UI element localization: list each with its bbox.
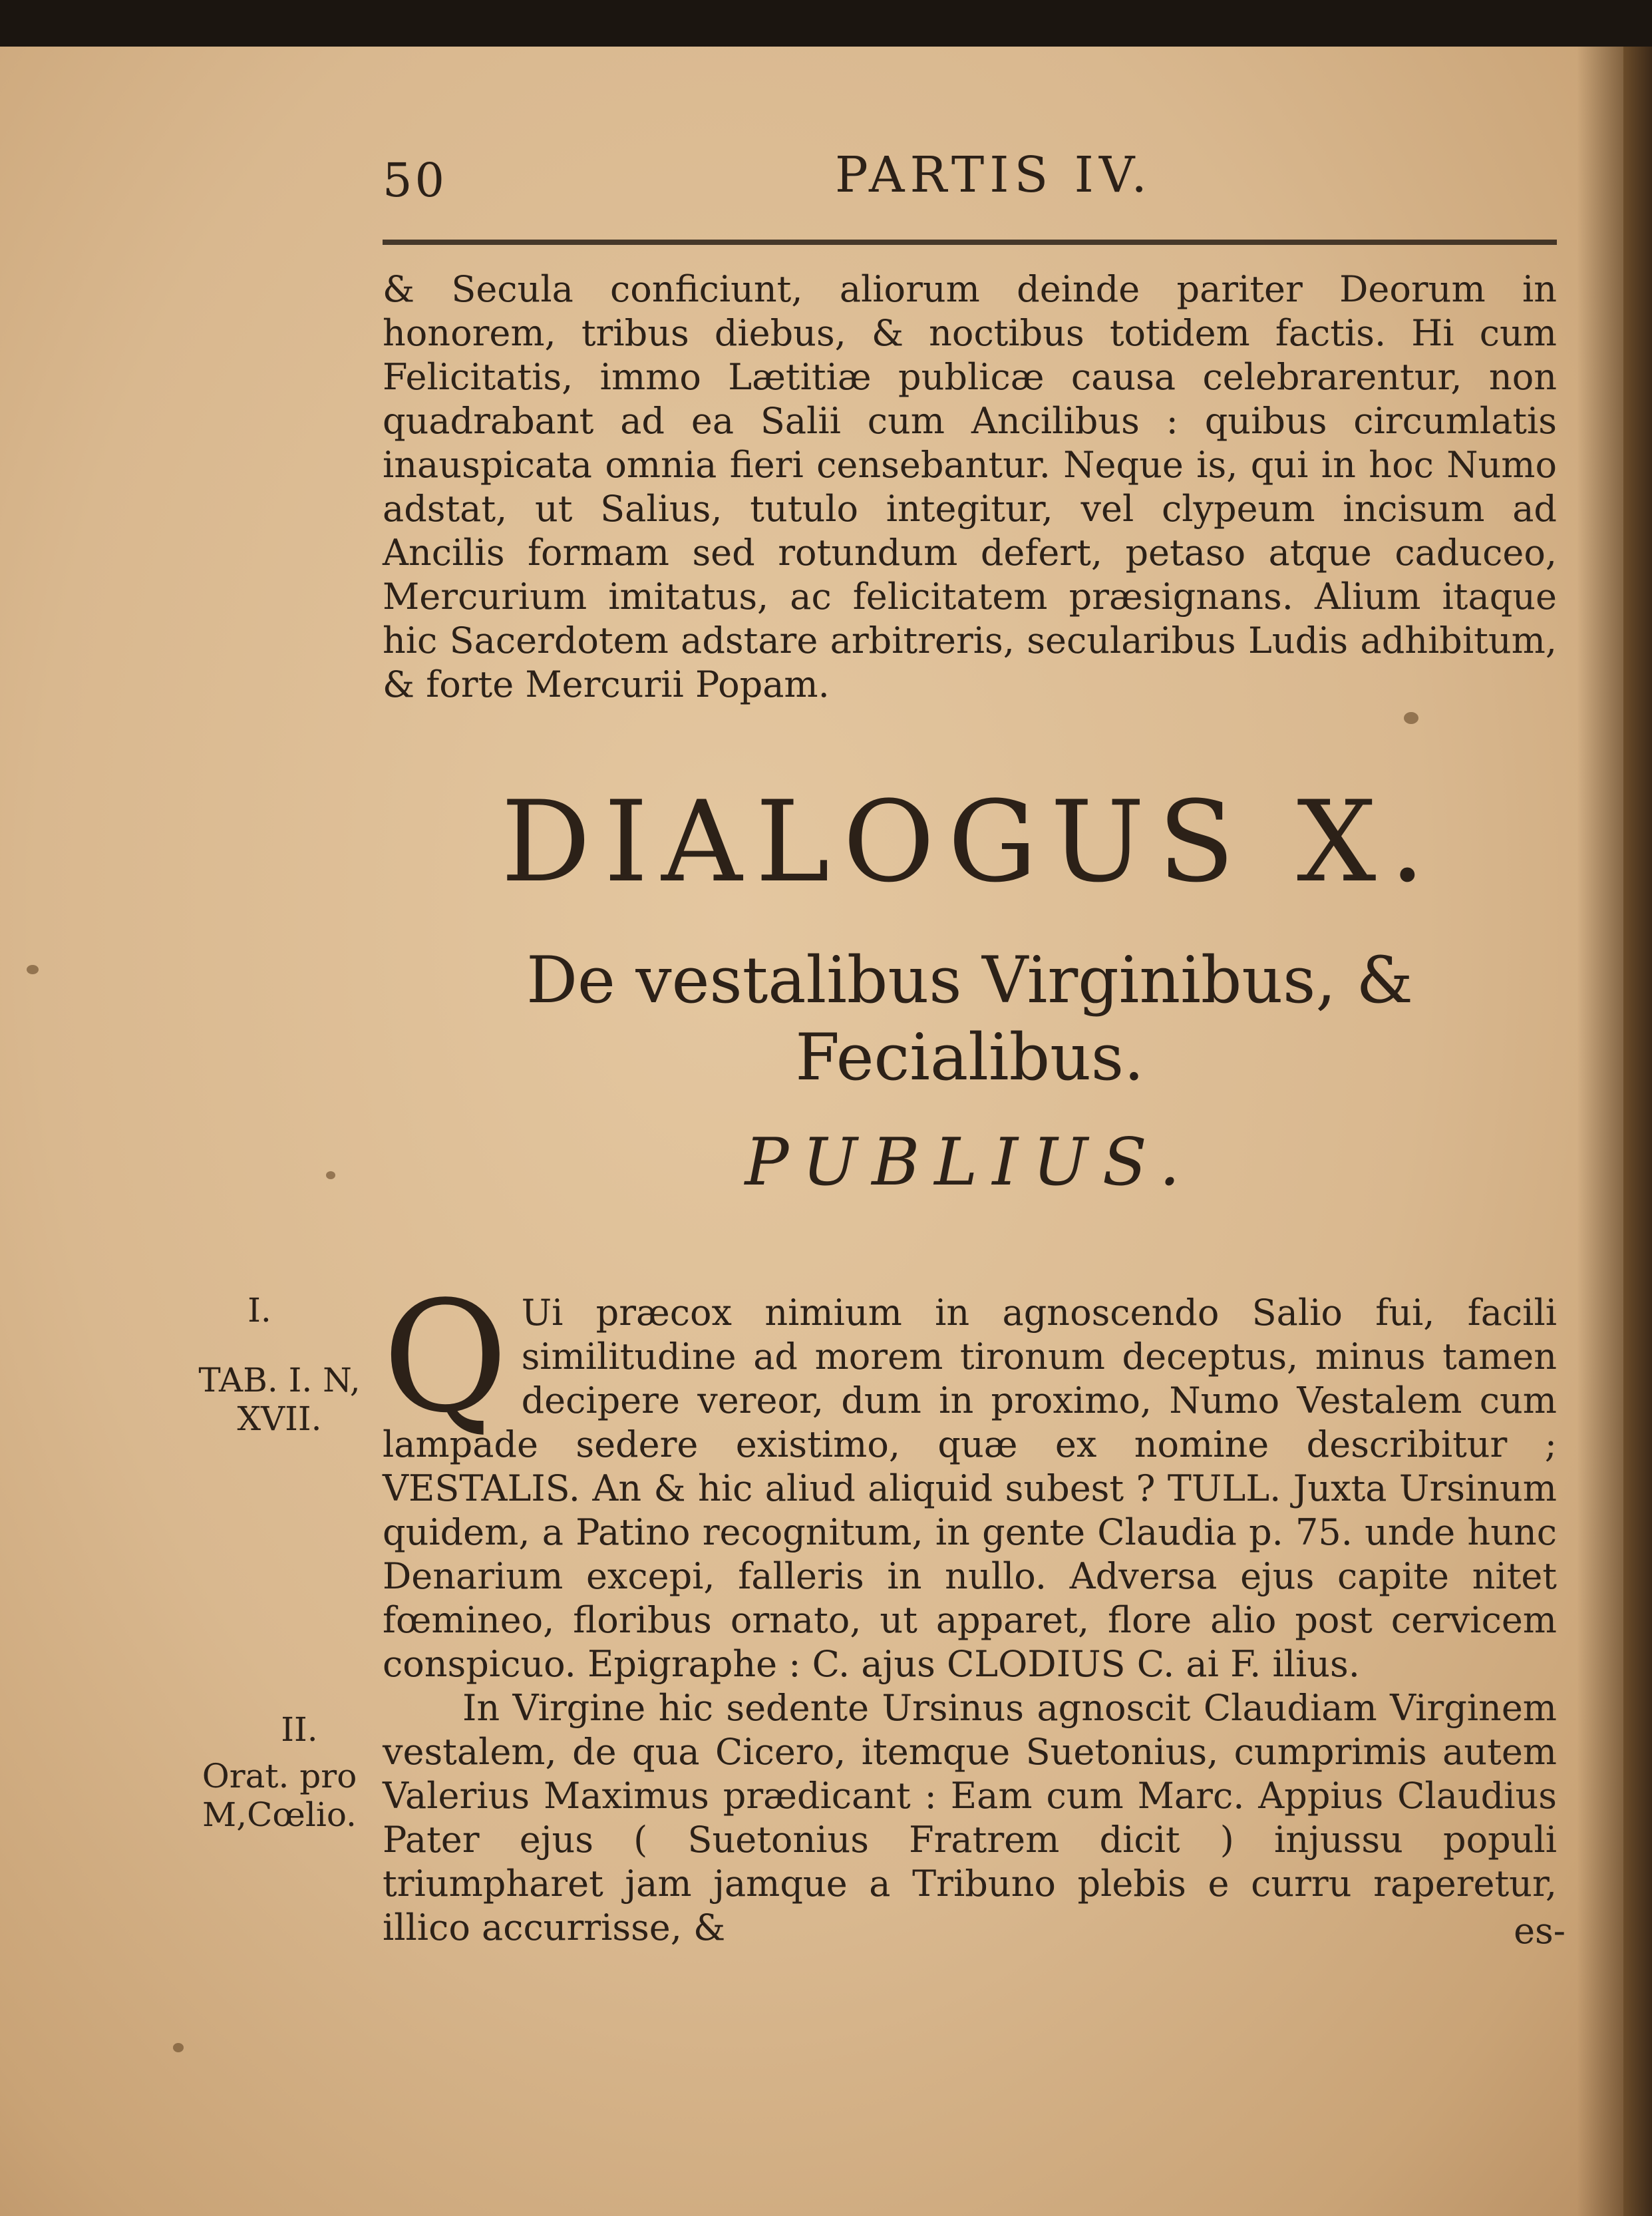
drop-cap: Q [383, 1269, 508, 1447]
running-title: PARTIS IV. [835, 146, 1152, 204]
body-paragraph: Ui præcox nimium in agnoscendo Salio fui, facili similitudine ad morem tironum deceptus, minus tamen decipere vereor, dum in proximo, Numo Vestalem cum lampade sedere existimo, quæ ex nomine describitur ; VESTALIS. An & hic aliud aliquid subest ? TULL. Juxta Ursinum quidem, a Patino recognitum, in gente Claudia p. 75. unde hunc Denarium excepi, falleris in nullo. Adversa ejus capite nitet fœmineo, floribus ornato, ut apparet, flore alio post cervicem conspicuo. Epigraphe : C. ajus CLODIUS C. ai F. ilius. [383, 1292, 1557, 1685]
margin-note: TAB. I. N, XVII. [198, 1361, 361, 1438]
top-paragraph: & Secula conficiunt, aliorum deinde pariter Deorum in honorem, tribus diebus, & noctibus totidem factis. Hi cum Felicitatis, immo Lætitiæ publicæ causa celebrarentur, non quadrabant ad ea Salii cum Ancilibus : quibus circumlatis inauspicata omnia fieri censebantur. Neque is, qui in hoc Numo adstat, ut Salius, tutulo integitur, vel clypeum incisum ad Ancilis formam sed rotundum defert, petaso atque caduceo, Mercurium imitatus, ac felicitatem præsignans. Alium itaque hic Sacerdotem adstare arbitreris, secularibus Ludis adhibitum, & forte Mercurii Popam. [383, 268, 1557, 705]
stain [173, 2043, 184, 2052]
dialogue-heading: DIALOGUS X. [501, 777, 1438, 907]
dialogue-body [383, 1269, 1557, 1950]
second-paragraph: In Virgine hic sedente Ursinus agnoscit Claudiam Virginem vestalem, de qua Cicero, itemque Suetonius, cumprimis autem Valerius Maximus prædicant : Eam cum Marc. Appius Claudius Pater ejus ( Suetonius Fratrem dicit ) injussu populi triumpharet jam jamque a Tribuno plebis e curru raperetur, illico accurrisse, & [383, 1687, 1557, 1948]
spine-shadow [1577, 47, 1623, 2216]
page-edge [1623, 47, 1652, 2216]
running-head [383, 116, 1557, 208]
speaker-name: PUBLIUS. [744, 1125, 1195, 1200]
page-number: 50 [383, 153, 448, 208]
catchword: es- [1514, 1910, 1566, 1952]
stain [1404, 712, 1418, 724]
stain [326, 1171, 335, 1179]
margin-note: I. [248, 1291, 271, 1330]
margin-note: Orat. pro M,Cœlio. [202, 1757, 357, 1834]
header-rule [383, 240, 1557, 245]
stain [27, 965, 39, 974]
dialogue-subheading: De vestalibus Virginibus, & Fecialibus. [526, 943, 1413, 1095]
margin-note: II. [281, 1710, 318, 1749]
